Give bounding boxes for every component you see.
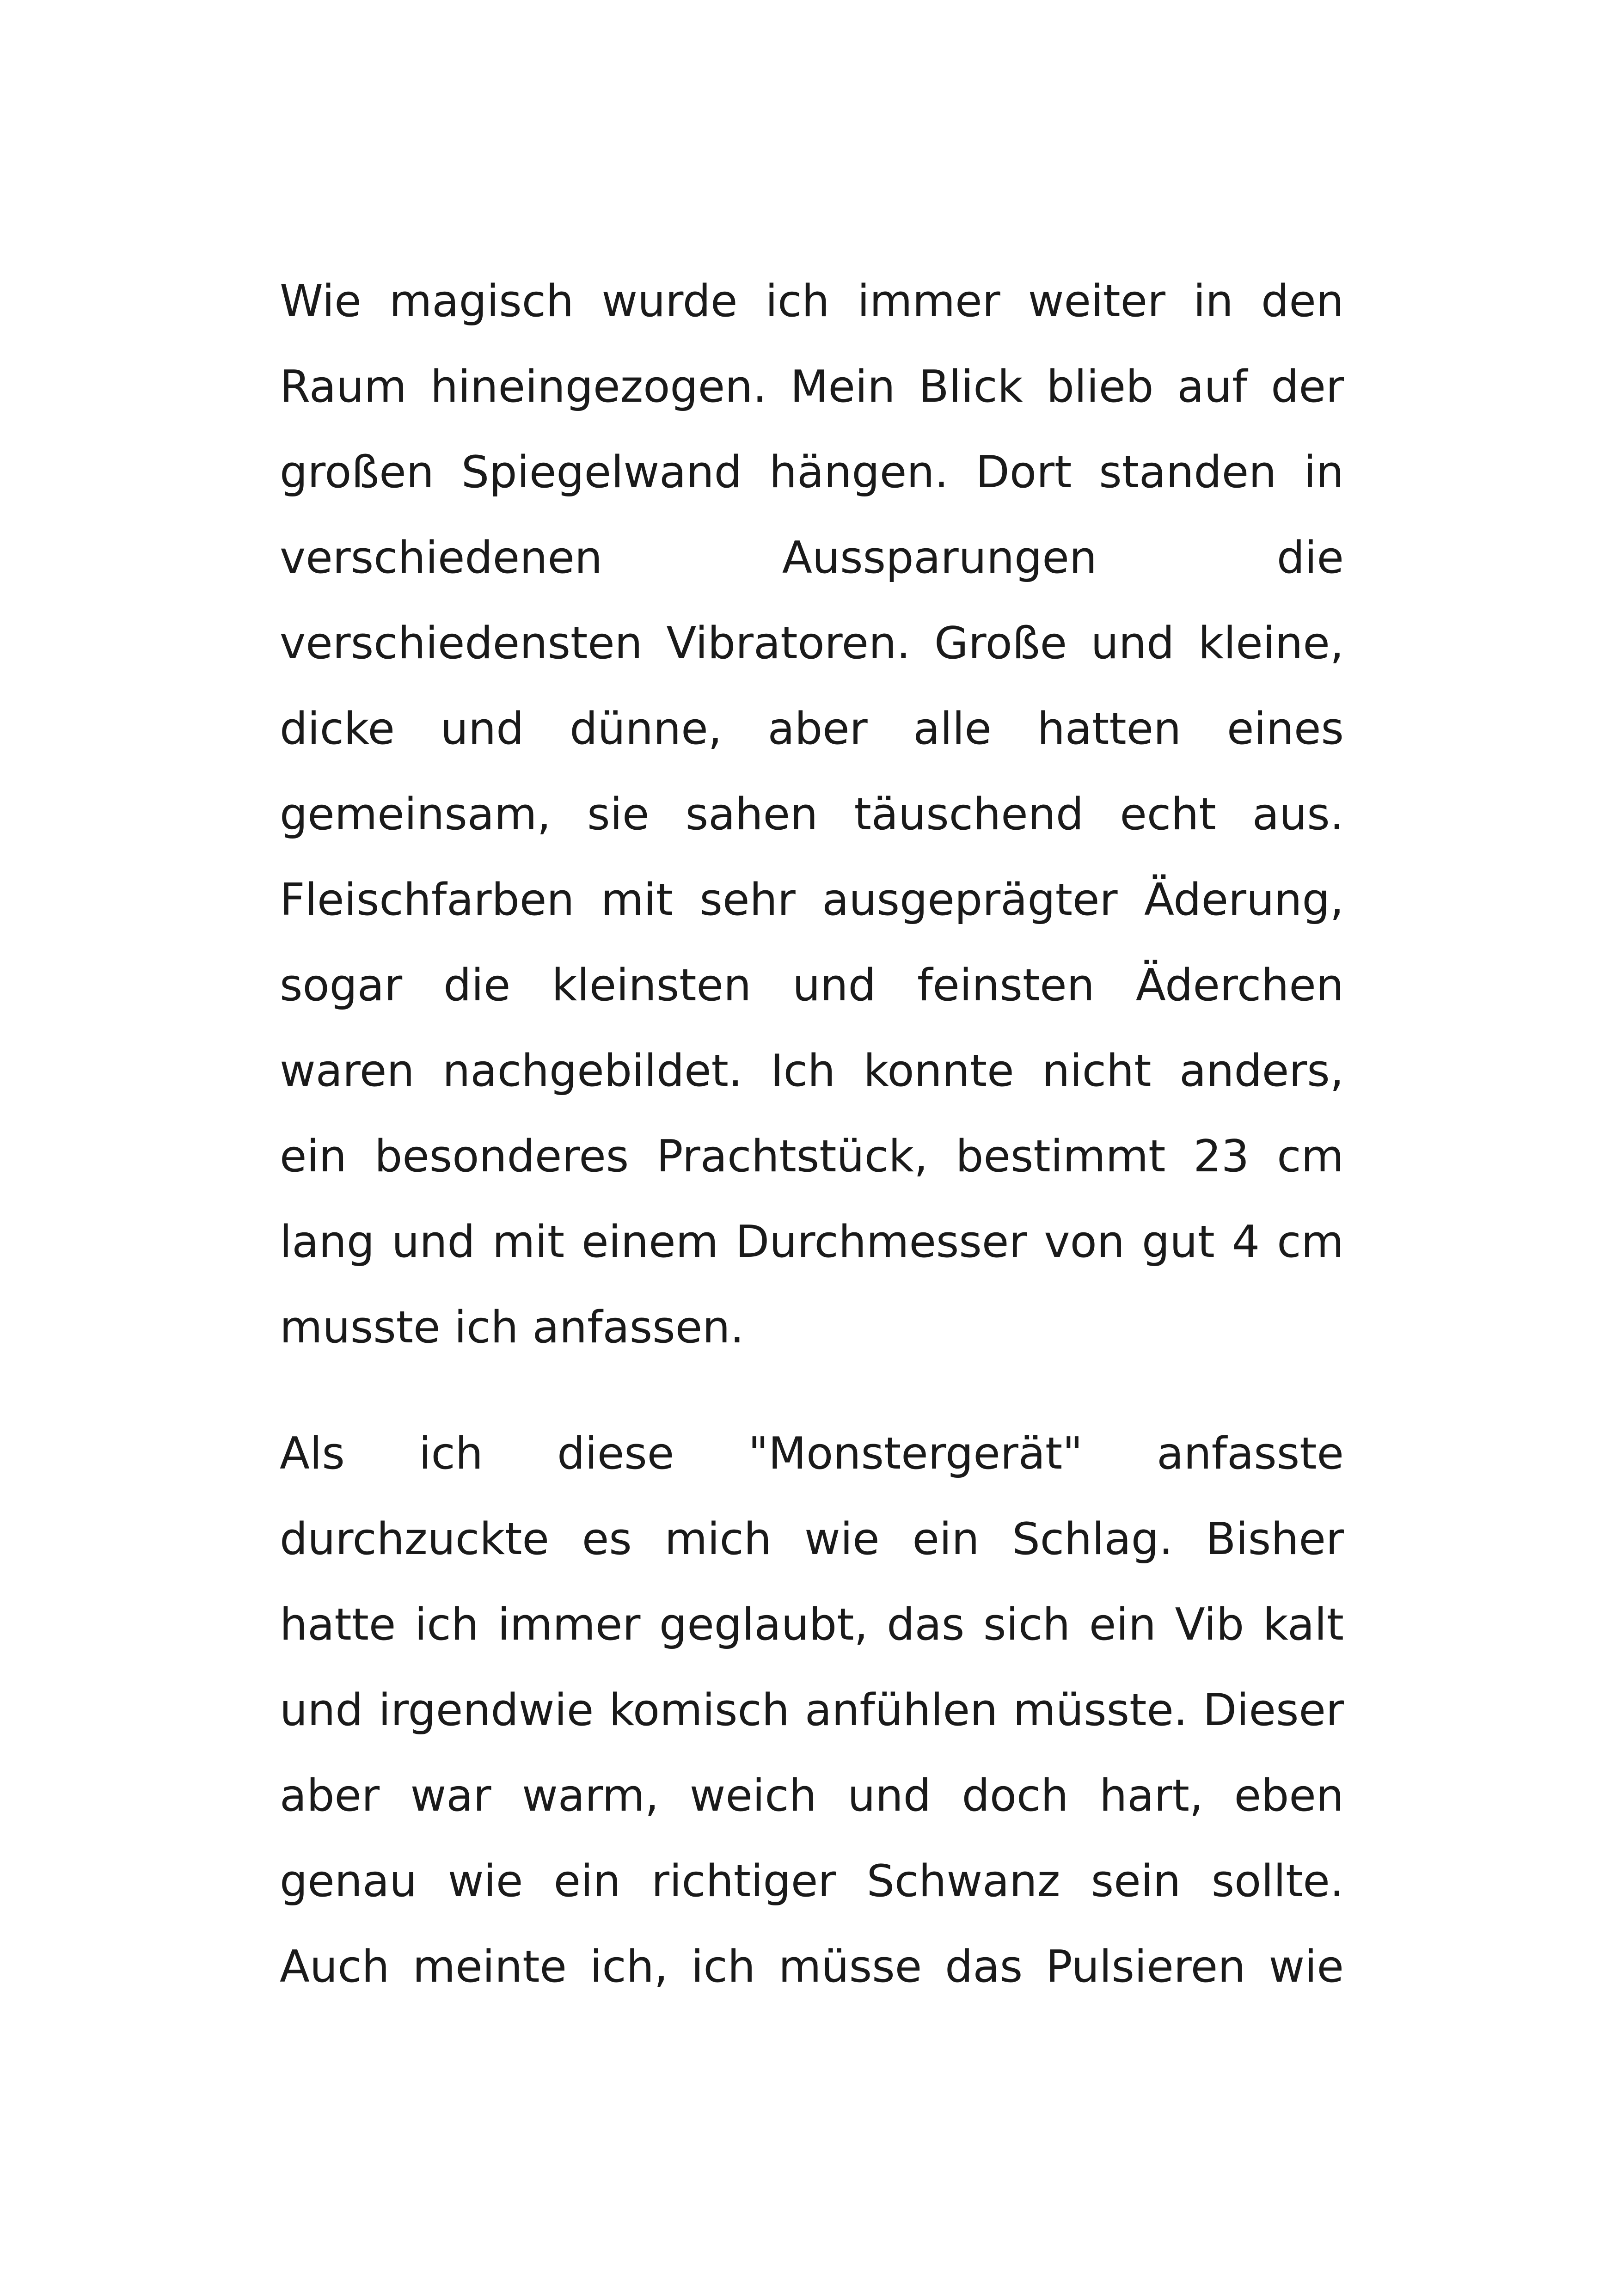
text-line: durchzuckte es mich wie ein Schlag. Bisher [280,1514,1344,1565]
text-line: Raum hineingezogen. Mein Blick blieb auf der [280,361,1344,412]
text-line: großen Spiegelwand hängen. Dort standen in [280,447,1344,498]
text-line: Fleischfarben mit sehr ausgeprägter Äderung, [280,875,1344,925]
text-column [280,259,1344,2010]
text-line: sogar die kleinsten und feinsten Äderchen [280,960,1344,1011]
text-line: Als ich diese "Monstergerät" anfasste [280,1428,1344,1479]
text-line: verschiedensten Vibratoren. Große und kleine, [280,618,1344,669]
text-line: und irgendwie komisch anfühlen müsste. Dieser [280,1685,1344,1736]
text-line: musste ich anfassen. [280,1302,744,1353]
text-line: aber war warm, weich und doch hart, eben [280,1770,1344,1821]
text-line: ein besonderes Prachtstück, bestimmt 23 cm [280,1131,1344,1182]
text-line: lang und mit einem Durchmesser von gut 4 cm [280,1217,1344,1267]
paragraph-gap [280,1371,1344,1411]
text-line: Wie magisch wurde ich immer weiter in den [280,276,1344,327]
text-line: gemeinsam, sie sahen täuschend echt aus. [280,789,1344,840]
paragraph-1 [280,259,1344,1371]
text-line: waren nachgebildet. Ich konnte nicht anders, [280,1046,1344,1096]
text-line: verschiedenen Aussparungen die [280,533,1344,583]
paragraph-2 [280,1411,1344,2010]
text-line: Auch meinte ich, ich müsse das Pulsieren wie [280,1941,1344,1992]
text-line: genau wie ein richtiger Schwanz sein sollte. [280,1856,1344,1907]
text-line: hatte ich immer geglaubt, das sich ein Vib kalt [280,1599,1344,1650]
text-line: dicke und dünne, aber alle hatten eines [280,704,1344,754]
